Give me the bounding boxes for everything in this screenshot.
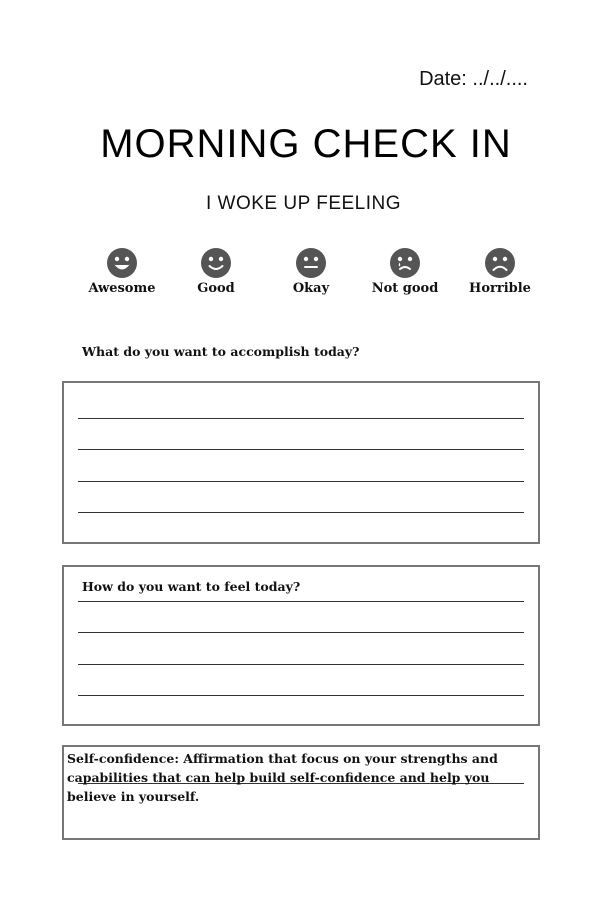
writing-line	[78, 512, 524, 513]
writing-line	[78, 418, 524, 419]
crying-face-icon	[389, 247, 421, 279]
writing-line	[78, 449, 524, 450]
mood-label: Awesome	[88, 281, 156, 296]
page-subtitle: I WOKE UP FEELING	[205, 193, 402, 214]
writing-line	[78, 695, 524, 696]
writing-line	[78, 632, 524, 633]
neutral-face-icon	[295, 247, 327, 279]
writing-line	[78, 481, 524, 482]
grinning-face-icon	[106, 247, 138, 279]
smiling-face-icon	[200, 247, 232, 279]
mood-label: Not good	[371, 281, 439, 296]
feel-prompt: How do you want to feel today?	[82, 579, 301, 594]
frowning-face-icon	[484, 247, 516, 279]
writing-line	[78, 664, 524, 665]
mood-label: Horrible	[469, 281, 531, 296]
confidence-prompt: Self-confidence: Affirmation that focus on your strengths and capabilities that can help build self-confidence and help you believe in yourself.	[67, 751, 498, 804]
accomplish-writing-box[interactable]	[62, 381, 540, 544]
mood-option-horrible[interactable]	[445, 247, 555, 296]
mood-label: Good	[197, 281, 235, 296]
date-field: Date: ../../....	[419, 68, 528, 90]
mood-option-not-good[interactable]	[350, 247, 460, 296]
page-title: MORNING CHECK IN	[100, 122, 512, 166]
writing-line	[78, 601, 524, 602]
accomplish-prompt: What do you want to accomplish today?	[82, 344, 360, 359]
mood-label: Okay	[292, 281, 330, 296]
mood-option-good[interactable]	[161, 247, 271, 296]
